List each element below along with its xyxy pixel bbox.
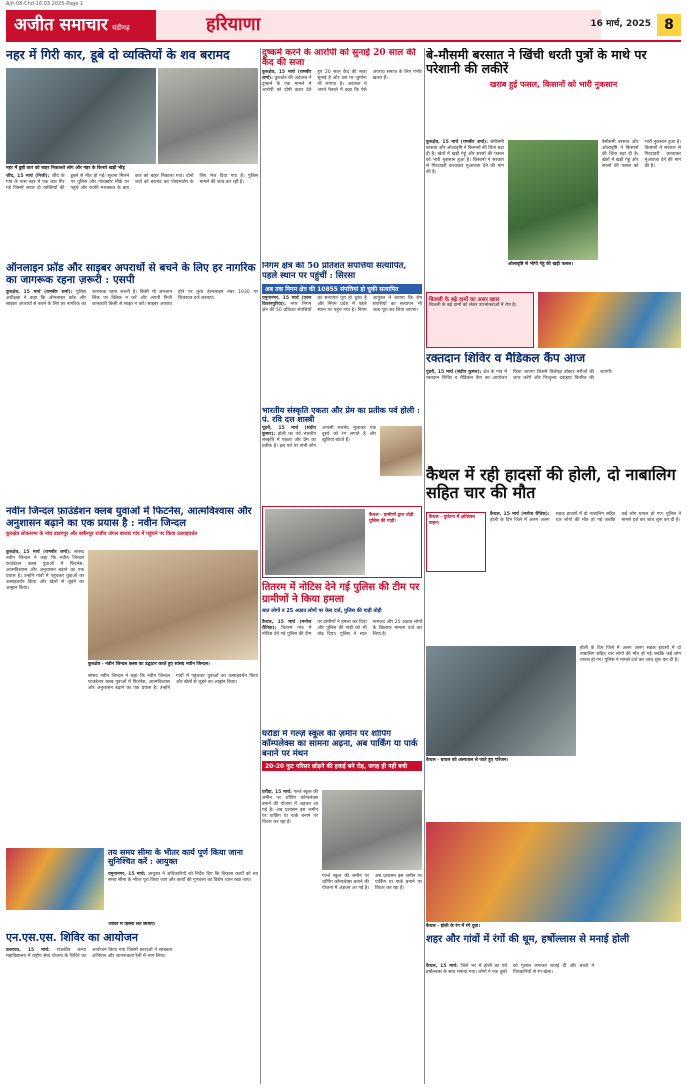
story-body: कैथल, 15 मार्च (मनोज रौतिक): होली के दिन जिले में अलग अलग सड़क हादसों में दो नाबालिग सहित चार लोगों की मौत हो गई जबकि कई लोग घायल हो गए। पुलिस ने मामले दर्ज कर जांच शुरू कर दी है। (490, 512, 681, 523)
story-district-holi (426, 822, 681, 1084)
photo-caption: नहर में डूबी कार को बाहर निकालते लोग और नहर के किनारे खड़ी भीड़ (6, 166, 125, 171)
headline: तय समय सीमा के भीतर कार्य पूर्ण किया जाना सुनिश्चित करें : आयुक्त (108, 848, 243, 867)
story-body: कैथल, 15 मार्च: जिले भर में होली का पर्व हर्षोल्लास के साथ मनाया गया। लोगों ने एक दूसरे को गुलाल लगाकर बधाई दी और बच्चों ने पिचकारियों से रंग खेला। (426, 964, 594, 975)
page-number: 8 (657, 14, 681, 36)
edition-city: चंडीगढ़ (111, 24, 130, 32)
story-court (262, 48, 422, 256)
headline: शहर और गांवों में रंगों की धूम, हर्षोल्लास से मनाई होली (426, 934, 630, 945)
headline: बे-मौसमी बरसात ने खिंची धरती पुत्रों के माथे पर परेशानी की लकीरें (426, 48, 647, 77)
story-photo (426, 822, 681, 922)
column-rule (424, 48, 425, 1084)
headline: घरौंडा में गर्ल्ज़ स्कूल की ज़मीन पर शॉपिंग कॉम्पलेक्स का सामना अढ़ना, अब पार्किंग या पार्क बनाने पर मंथन (262, 730, 418, 759)
story-body: कुरुक्षेत्र, 15 मार्च (रामबीर शर्मा): कुरुक्षेत्र की अदालत ने दुष्कर्म के एक मामले में आरोपी को दोषी करार देते हुए 20 साल कैद की सजा सुनाई है और उस पर जुर्माना भी लगाया है। अदालत ने अपने फैसले में कहा कि ऐसे अपराध समाज के लिए गंभीर खतरा हैं। (262, 70, 422, 93)
story-fraud (6, 262, 258, 502)
story-naveen (6, 506, 258, 844)
headline: दुष्कर्म करने के आरोपी को सुनाई 20 साल की कैद की सजा (262, 48, 416, 69)
headline: नहर में गिरी कार, डूबे दो व्यक्तियों के शव बरामद (6, 48, 230, 62)
inset-box: कैथल - ग्रामीणों द्वारा तोड़ी पुलिस की गाड़ी। (262, 506, 422, 578)
headline: निगम क्षेत्र की 50 प्रतिशत संपत्तियां सत्यापित, पहले स्थान पर पहुंचीं : सिरसा (262, 262, 407, 281)
story-body-cont: गर्ल्ज स्कूल की जमीन पर शॉपिंग कॉम्पलेक्स बनाने की योजना में अड़चन आ गई है। अब प्रशासन इस जमीन पर पार्किंग या पार्क बनाने पर विचार कर रहा है। (322, 874, 422, 891)
story-body: यमुनानगर, 15 मार्च: आयुक्त ने अधिकारियों को निर्देश दिए कि विकास कार्यों को तय समय सीमा के भीतर पूरा किया जाए और कार्यों की गुणवत्ता का विशेष ध्यान रखा जाए। (108, 872, 258, 883)
story-toll (426, 292, 534, 348)
story-body: घरौंडा, 15 मार्च: गर्ल्ज स्कूल की जमीन पर शॉपिंग कॉम्पलेक्स बनाने की योजना में अड़चन आ गई है। अब प्रशासन इस जमीन पर पार्किंग या पार्क बनाने पर विचार कर रहा है। (262, 790, 318, 825)
story-body-cont: सांसद नवीन जिन्दल ने कहा कि नवीन जिन्दल फाउंडेशन क्लब युवाओं में फिटनेस, आत्मविश्वास और अनुशासन बढ़ाने का एक प्रयास है। उन्होंने गांवों में पहुंचकर युवाओं का उत्साहवर्धन किया और खेलों से जुड़ने का आह्वान किया। (88, 674, 258, 691)
story-body: जींद, 15 मार्च (निजी): जींद के गांव के पास नहर में एक कार गिर गई जिसमें सवार दो व्यक्तियों की डूबने से मौत हो गई। सूचना मिलने पर पुलिस और गोताखोर मौके पर पहुंचे और काफी मशक्कत के बाद कार को बाहर निकाला गया। दोनों शवों को बरामद कर पोस्टमार्टम के लिए भेज दिया गया है। पुलिस मामले की जांच कर रही है। (6, 174, 258, 191)
story-body-cont: होली के दिन जिले में अलग अलग सड़क हादसों में दो नाबालिग सहित चार लोगों की मौत हो गई जबकि कई लोग घायल हो गए। पुलिस ने मामले दर्ज कर जांच शुरू कर दी है। (580, 646, 681, 663)
inset-box: कैथल - दुर्घटना में क्षतिग्रस्त वाहन। (426, 512, 486, 572)
story-nss (6, 922, 258, 1084)
headline: तितरम में नोटिस देने गई पुलिस की टीम पर ग्रामीणों ने किया हमला (262, 582, 420, 605)
photo-caption: कुरुक्षेत्र - नवीन जिन्दल क्लब का उद्घाटन करते हुए सांसद नवीन जिन्दल। (88, 662, 210, 667)
headline: ऑनलाइन फ्रॉड और साइबर अपराधों से बचने के लिए हर नागरिक का जागरूक रहना ज़रूरी : एसपी (6, 262, 256, 287)
story-gharonda (262, 730, 422, 1084)
story-culture (262, 406, 422, 502)
headline: भारतीय संस्कृति एकता और प्रेम का प्रतीक पर्व होली : पं. रवि दत्त शास्त्री (262, 406, 420, 425)
story-body: कुरुक्षेत्र, 15 मार्च (रामबीर शर्मा): बेमौसमी बरसात और ओलावृष्टि ने किसानों की चिंता बढ़ा दी है। खेतों में खड़ी गेहूं और सरसों की फसल को भारी नुकसान हुआ है। किसानों ने सरकार से गिरदावरी करवाकर मुआवजा देने की मांग की है। (426, 140, 504, 175)
story-holi-accidents (426, 466, 681, 818)
story-photo (6, 68, 156, 164)
story-body-cont: बेमौसमी बरसात और ओलावृष्टि ने किसानों की चिंता बढ़ा दी है। खेतों में खड़ी गेहूं और सरसों की फसल को भारी नुकसान हुआ है। किसानों ने सरकार से गिरदावरी करवाकर मुआवजा देने की मांग की है। (602, 140, 681, 169)
print-slug: Ajit-08-Chd-16.03.2025-Page 1 (6, 1, 84, 7)
subheadline: खराब हुई फसल, किसानों को भारी नुकसान (489, 79, 618, 89)
story-body: यमुनानगर, 15 मार्च (एरुन किशनपुरिया): नगर निगम क्षेत्र की 50 प्रतिशत संपत्तियों का सत्यापन पूरा हो चुका है और निगम प्रदेश में पहले स्थान पर पहुंच गया है। निगम आयुक्त ने बताया कि शेष संपत्तियों का सत्यापन भी जल्द पूरा कर लिया जाएगा। (262, 296, 422, 313)
story-photo (6, 848, 104, 910)
story-blood (426, 352, 681, 462)
story-photo (380, 426, 422, 476)
story-canal (6, 48, 258, 256)
story-body: पुंडरी, 15 मार्च (संदीप कुमार): क्षेत्र के गांव में रक्तदान शिविर व मैडिकल कैंप का आयोजन किया जाएगा जिसमें विशेषज्ञ डॉक्टर मरीजों की जांच करेंगे और निःशुल्क दवाइयां वितरित की जाएंगी। (426, 370, 613, 381)
photo-caption: कैथल - होली के रंग में रंगे युवा। (426, 924, 480, 929)
story-photo (538, 292, 681, 348)
story-photo (426, 646, 576, 756)
story-photo (158, 68, 258, 164)
story-photo (265, 509, 365, 575)
headline: बिजली के बढ़े दामों का असर खास (429, 297, 500, 303)
headline: रक्तदान शिविर व मैडिकल कैंप आज (426, 352, 586, 365)
story-body: कैथल, 15 मार्च (मनोज रौतिक): तितरम गांव में नोटिस देने गई पुलिस की टीम पर ग्रामीणों ने हमला कर दिया और पुलिस की गाड़ी को भी तोड़ दिया। पुलिस ने सात नामजद और 25 अज्ञात लोगों के खिलाफ मामला दर्ज कर लिया है। (262, 620, 422, 637)
headline: एन.एस.एस. शिविर का आयोजन (6, 931, 139, 944)
subheadline: सात लोगों व 25 अज्ञात लोगों पर केस दर्ज, पुलिस की गाड़ी तोड़ी (262, 608, 382, 614)
headline: नवीन जिन्दल फ़ाउंडेशन क्लब युवाओं में फिटनेस, आत्मविश्वास और अनुशासन बढ़ाने का एक प्रयास है : नवीन जिन्दल (6, 506, 252, 529)
issue-date: 16 मार्च, 2025 (590, 19, 651, 29)
story-body: कुरुक्षेत्र, 15 मार्च (रामबीर शर्मा): पुलिस अधीक्षक ने कहा कि ऑनलाइन फ्रॉड और साइबर अपराधों से बचने के लिए हर नागरिक का जागरूक रहना जरूरी है। किसी भी अनजान लिंक पर क्लिक न करें और अपनी निजी जानकारी किसी से साझा न करें। साइबर अपराध होने पर तुरंत हेल्पलाइन नंबर 1930 पर शिकायत दर्ज करवाएं। (6, 290, 258, 307)
headline: कैथल में रही हादसों की होली, दो नाबालिग सहित चार की मौत (426, 466, 676, 503)
story-photo (508, 140, 598, 260)
story-teetram (262, 506, 422, 726)
story-nigam (262, 262, 422, 402)
newspaper-logo: अजीत समाचार चंडीगढ़ (6, 10, 156, 40)
photo-caption: ओलावृष्टि से भीगी गेहूं की खड़ी फसल। (508, 262, 573, 267)
story-photo (88, 550, 258, 660)
highlight-band: अब तक निगम क्षेत्र की 10855 संपत्तियां हो चुकी सत्यापित (262, 284, 422, 294)
subheadline: कुरुक्षेत्र लोकसभा के नांच डाडगपुर और बाबैनपुर राजीव जंगल बाजार गांव में पहुंचने पर किया उत्साहवर्धन (6, 531, 198, 537)
story-colony (6, 848, 258, 918)
highlight-band: 20-20 फुट परिसर छोड़ने की हवाई बने रोड़, जगह ही नहीं बची (262, 761, 422, 771)
story-body: कुरुक्षेत्र, 15 मार्च (रामबीर शर्मा): सांसद नवीन जिन्दल ने कहा कि नवीन जिन्दल फाउंडेशन क्लब युवाओं में फिटनेस, आत्मविश्वास और अनुशासन बढ़ाने का एक प्रयास है। उन्होंने गांवों में पहुंचकर युवाओं का उत्साहवर्धन किया और खेलों से जुड़ने का आह्वान किया। (6, 550, 84, 591)
story-photo (322, 790, 422, 870)
section-bar (156, 10, 601, 40)
story-rain (426, 48, 681, 288)
column-rule (260, 48, 261, 1084)
photo-caption: शिविर में हिस्सा लेते छात्राएं। (108, 922, 156, 927)
masthead (6, 10, 681, 42)
story-body: कलायत, 15 मार्च: राजकीय कन्या महाविद्यालय में राष्ट्रीय सेवा योजना के शिविर का आयोजन किया गया जिसमें छात्राओं ने स्वच्छता अभियान और जागरूकता रैली में भाग लिया। (6, 948, 172, 959)
section-title: हरियाणा (206, 14, 261, 35)
photo-caption: कैथल - घायल को अस्पताल ले जाते हुए परिजन। (426, 758, 509, 763)
story-body: बिजली के बढ़े दामों को लेकर उपभोक्ताओं में रोष है। (429, 303, 517, 308)
story-body: पूंडरी, 15 मार्च (संदीप कुमार): होली का पर्व भारतीय संस्कृति में एकता और प्रेम का प्रतीक है। इस पर्व पर सभी लोग आपसी मतभेद भुलाकर एक दूसरे को रंग लगाते हैं और खुशियां बांटते हैं। (262, 426, 376, 449)
